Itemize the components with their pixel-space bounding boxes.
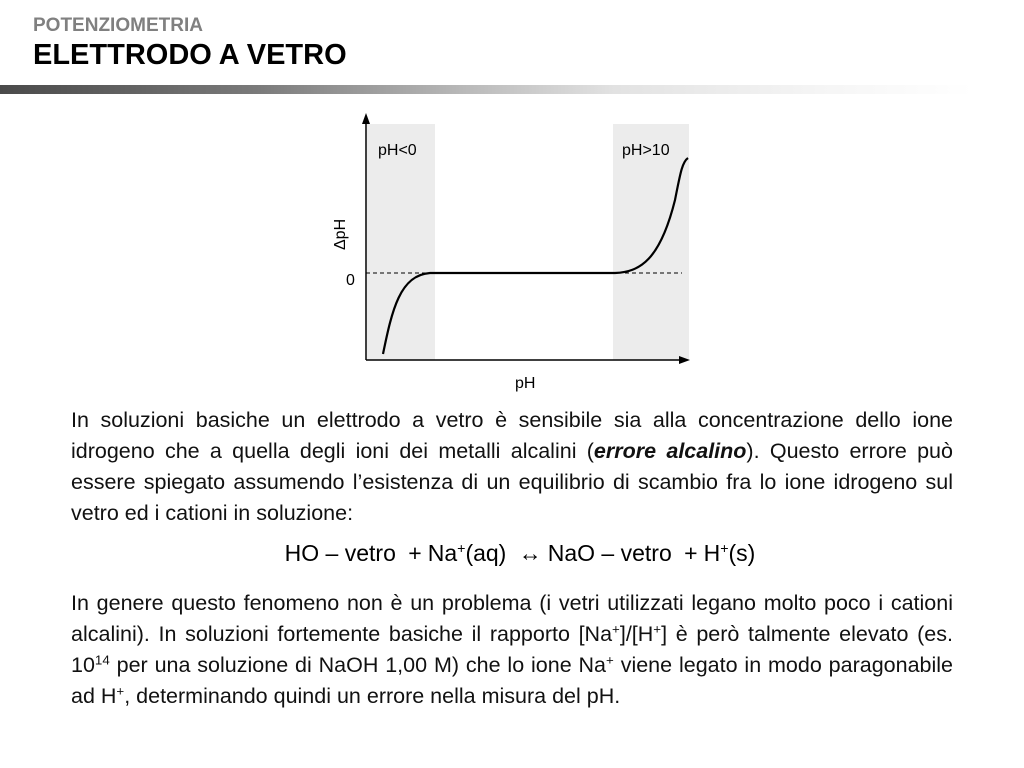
acid-region-shade xyxy=(367,124,435,360)
eq-equilibrium-arrow: ↔ xyxy=(518,540,542,566)
paragraph-sodium-ratio xyxy=(71,588,953,712)
sodium-charge: + xyxy=(612,621,620,637)
hydrogen-charge: + xyxy=(653,621,662,637)
y-axis-arrowhead xyxy=(362,113,370,124)
exchange-equilibrium-equation xyxy=(240,540,800,567)
paragraph2-text-5: viene legato in modo paragonabile ad H xyxy=(71,653,953,708)
ratio-exponent: 14 xyxy=(94,652,110,668)
eq-state-2: (aq) xyxy=(465,540,507,566)
eq-product-1: NaO – vetro xyxy=(547,540,672,566)
alkaline-error-diagram xyxy=(320,110,710,400)
eq-reactant-1: HO – vetro xyxy=(284,540,396,566)
alkaline-error-figure xyxy=(320,110,710,400)
eq-charge-4: + xyxy=(720,541,729,558)
eq-plus-2: + xyxy=(684,540,698,566)
region-label-alkaline: pH>10 xyxy=(622,142,670,159)
alkaline-error-term: errore alcalino xyxy=(593,439,747,463)
zero-tick-label: 0 xyxy=(346,272,355,289)
alkaline-region-shade xyxy=(613,124,689,360)
paragraph2-text-4: per una soluzione di NaOH 1,00 M) che lo ione Na xyxy=(109,653,607,677)
hydrogen-ion-charge: + xyxy=(116,683,125,699)
paragraph2-text-2: ]/[H xyxy=(619,622,654,646)
paragraph-alkaline-error xyxy=(71,405,953,529)
slide-subtitle: POTENZIOMETRIA xyxy=(33,15,203,36)
paragraph2-text-3: ] è però talmente elevato (es. 10 xyxy=(71,622,953,677)
y-axis-label: ΔpH xyxy=(332,218,349,250)
eq-plus-1: + xyxy=(408,540,422,566)
paragraph2-text-1: In genere questo fenomeno non è un problema (i vetri utilizzati legano molto poco i cationi alcalini). In soluzioni fortemente basiche il rapporto [Na xyxy=(71,591,953,646)
paragraph1-text-a: In soluzioni basiche un elettrodo a vetro è sensibile sia alla concentrazione dello ione idrogeno che a quella degli ioni dei metalli alcalini ( xyxy=(71,408,953,463)
eq-charge-2: + xyxy=(457,541,466,558)
eq-state-4: (s) xyxy=(728,540,756,566)
header-gradient-rule xyxy=(0,85,1024,94)
eq-reactant-2: Na xyxy=(427,540,458,566)
region-label-acid: pH<0 xyxy=(378,142,417,159)
paragraph2-text-6: , determinando quindi un errore nella misura del pH. xyxy=(124,684,621,708)
sodium-ion-charge: + xyxy=(606,652,614,668)
x-axis-label: pH xyxy=(515,375,536,392)
eq-product-2: H xyxy=(703,540,721,566)
slide-title: ELETTRODO A VETRO xyxy=(33,39,347,71)
paragraph1-text-b: ). Questo errore può essere spiegato assumendo l’esistenza di un equilibrio di scambio fra lo ione idrogeno sul vetro ed i cationi in soluzione: xyxy=(71,439,953,525)
